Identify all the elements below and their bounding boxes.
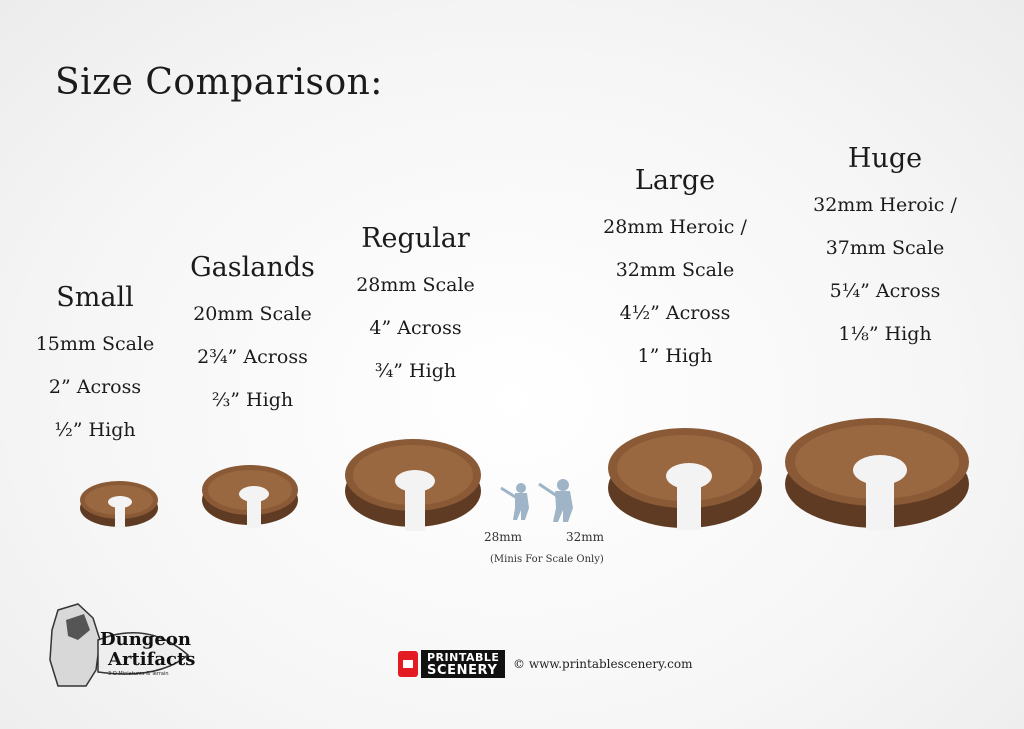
printable-scenery-icon [398, 651, 418, 677]
page-title: Size Comparison: [55, 62, 383, 103]
size-high: ⅔” High [211, 389, 294, 411]
size-column-huge [795, 143, 975, 356]
terrain-piece-large [605, 410, 765, 530]
size-name: Huge [847, 143, 923, 174]
brand-line1: PRINTABLE [427, 651, 500, 664]
size-column-regular [343, 223, 488, 393]
size-column-small [35, 282, 155, 452]
size-scale-heroic: 28mm Heroic / [603, 216, 747, 238]
minis-note: (Minis For Scale Only) [490, 554, 604, 565]
size-scale-heroic: 32mm Heroic / [813, 194, 957, 216]
terrain-piece-regular [343, 423, 483, 531]
size-across: 5¼” Across [829, 280, 941, 302]
size-name: Small [56, 282, 134, 313]
size-high: ¾” High [374, 360, 457, 382]
size-scale: 32mm Scale [615, 259, 735, 281]
copyright-text: © www.printablescenery.com [513, 657, 693, 671]
brand-line2: SCENERY [427, 663, 498, 678]
size-name: Regular [361, 223, 470, 254]
mini-label-28mm: 28mm [484, 530, 523, 544]
size-high: 1⅛” High [838, 323, 932, 345]
terrain-piece-small [78, 472, 160, 528]
logo-tagline: 3-D Miniatures & Terrain [108, 671, 169, 677]
size-scale: 28mm Scale [356, 274, 475, 296]
mini-label-32mm: 32mm [566, 530, 605, 544]
size-scale: 20mm Scale [193, 303, 312, 325]
size-across: 4½” Across [619, 302, 731, 324]
size-scale: 15mm Scale [35, 333, 155, 355]
mini-figure-32mm [533, 474, 583, 524]
size-name: Large [634, 165, 716, 196]
size-across: 2” Across [48, 376, 142, 398]
size-scale: 37mm Scale [825, 237, 945, 259]
size-column-gaslands [180, 252, 325, 422]
terrain-piece-huge [782, 398, 972, 530]
size-across: 4” Across [369, 317, 462, 339]
size-high: 1” High [637, 345, 713, 367]
size-column-large [585, 165, 765, 378]
size-across: 2¾” Across [197, 346, 308, 368]
printable-scenery-logo [398, 650, 505, 678]
logo-line1: Dungeon [100, 629, 191, 650]
terrain-piece-gaslands [200, 452, 300, 528]
size-high: ½” High [54, 419, 136, 441]
dungeon-artifacts-logo [38, 600, 198, 690]
logo-line2: Artifacts [108, 649, 196, 670]
size-name: Gaslands [190, 252, 315, 283]
